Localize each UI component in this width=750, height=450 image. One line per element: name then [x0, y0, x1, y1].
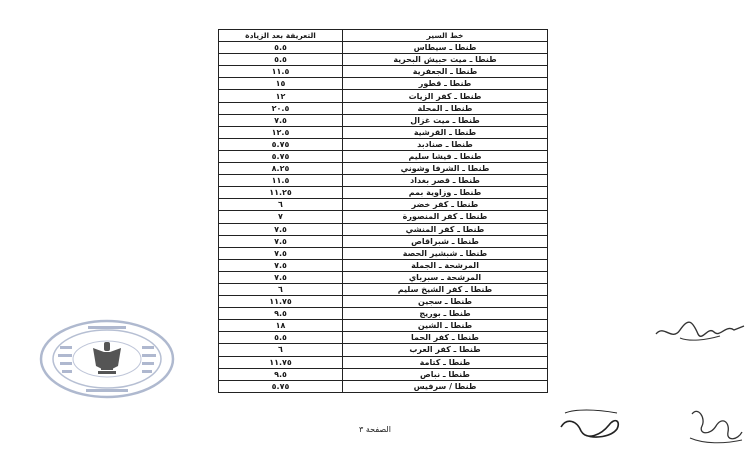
table-row [219, 199, 548, 211]
route-name: طنطا ـ كفر المنشي [343, 223, 548, 235]
table-header-row [219, 30, 548, 42]
table-body [219, 42, 548, 393]
table-row [219, 150, 548, 162]
table-row [219, 211, 548, 223]
table-row [219, 126, 548, 138]
route-name: طنطا ـ وزاوية بمم [343, 187, 548, 199]
table-row [219, 78, 548, 90]
table-row [219, 368, 548, 380]
fare-value: ٧.٥ [219, 235, 343, 247]
table-row [219, 235, 548, 247]
table-row [219, 296, 548, 308]
table-row [219, 223, 548, 235]
fare-value: ٥.٧٥ [219, 150, 343, 162]
fare-value: ٧.٥ [219, 114, 343, 126]
route-name: طنطا ـ سجين [343, 296, 548, 308]
table-row [219, 90, 548, 102]
route-name: طنطا ـ الشين [343, 320, 548, 332]
fare-value: ٥.٧٥ [219, 138, 343, 150]
fare-value: ١١.٧٥ [219, 296, 343, 308]
official-seal [38, 318, 176, 400]
route-name: طنطا ـ ميت غزال [343, 114, 548, 126]
fare-value: ١١.٧٥ [219, 356, 343, 368]
table-row [219, 283, 548, 295]
signature-right-top [650, 312, 748, 350]
route-name: المرشحة ـ الجملة [343, 259, 548, 271]
fare-value: ١١.٢٥ [219, 187, 343, 199]
route-name: طنطا ـ بوريج [343, 308, 548, 320]
table-row [219, 320, 548, 332]
fare-value: ١١.٥ [219, 66, 343, 78]
fare-value: ١٢ [219, 90, 343, 102]
fare-value: ٧ [219, 211, 343, 223]
header-fee: التعريفة بعد الزيادة [219, 30, 343, 42]
table-row [219, 187, 548, 199]
route-name: طنطا ـ كفر الحما [343, 332, 548, 344]
table-row [219, 308, 548, 320]
route-name: طنطا ـ القرشية [343, 126, 548, 138]
fare-value: ٥.٥ [219, 332, 343, 344]
fare-value: ٩.٥ [219, 308, 343, 320]
route-name: طنطا ـ كفر الزيات [343, 90, 548, 102]
table-row [219, 102, 548, 114]
route-name: طنطا ـ فيشا سليم [343, 150, 548, 162]
table-row [219, 175, 548, 187]
fare-value: ١٥ [219, 78, 343, 90]
route-name: طنطا ـ ميت حبيش البحرية [343, 54, 548, 66]
fare-value: ٦ [219, 283, 343, 295]
route-name: طنطا ـ شبراقاص [343, 235, 548, 247]
route-name: المرشحة ـ سبرباي [343, 271, 548, 283]
table-row [219, 42, 548, 54]
header-route: خط السير [343, 30, 548, 42]
route-name: طنطا ـ شبشير الحصة [343, 247, 548, 259]
fare-value: ٧.٥ [219, 271, 343, 283]
fare-value: ٥.٥ [219, 54, 343, 66]
fare-value: ٧.٥ [219, 259, 343, 271]
fare-value: ١٨ [219, 320, 343, 332]
route-name: طنطا ـ كفر المنصورة [343, 211, 548, 223]
route-name: طنطا ـ كفر خضر [343, 199, 548, 211]
fare-table [218, 29, 548, 393]
table-row [219, 259, 548, 271]
table-row [219, 163, 548, 175]
fare-value: ٥.٧٥ [219, 380, 343, 392]
fare-value: ٥.٥ [219, 42, 343, 54]
route-name: طنطا ـ الجعفرية [343, 66, 548, 78]
table-row [219, 66, 548, 78]
table-row [219, 332, 548, 344]
fare-value: ١٢.٥ [219, 126, 343, 138]
fare-value: ٦ [219, 344, 343, 356]
table-row [219, 138, 548, 150]
fare-value: ٢٠.٥ [219, 102, 343, 114]
route-name: طنطا ـ سيطاس [343, 42, 548, 54]
route-name: طنطا ـ قطور [343, 78, 548, 90]
fare-value: ٧.٥ [219, 223, 343, 235]
table-row [219, 114, 548, 126]
table-row [219, 54, 548, 66]
route-name: طنطا ـ كتامة [343, 356, 548, 368]
route-name: طنطا ـ الشرفا وشوني [343, 163, 548, 175]
table-row [219, 380, 548, 392]
route-name: طنطا / سرفيس [343, 380, 548, 392]
table-row [219, 247, 548, 259]
fare-value: ٨.٢٥ [219, 163, 343, 175]
page-number: الصفحة ٣ [359, 425, 391, 434]
table-row [219, 271, 548, 283]
route-name: طنطا ـ قصر بغداد [343, 175, 548, 187]
route-name: طنطا ـ كفر الشيخ سليم [343, 283, 548, 295]
route-name: طنطا ـ المحلة [343, 102, 548, 114]
fare-value: ٧.٥ [219, 247, 343, 259]
fare-value: ١١.٥ [219, 175, 343, 187]
route-name: طنطا ـ نباص [343, 368, 548, 380]
fare-value: ٦ [219, 199, 343, 211]
route-name: طنطا ـ كفر العرب [343, 344, 548, 356]
table-row [219, 344, 548, 356]
fare-value: ٩.٥ [219, 368, 343, 380]
table-row [219, 356, 548, 368]
route-name: طنطا ـ صنادبد [343, 138, 548, 150]
